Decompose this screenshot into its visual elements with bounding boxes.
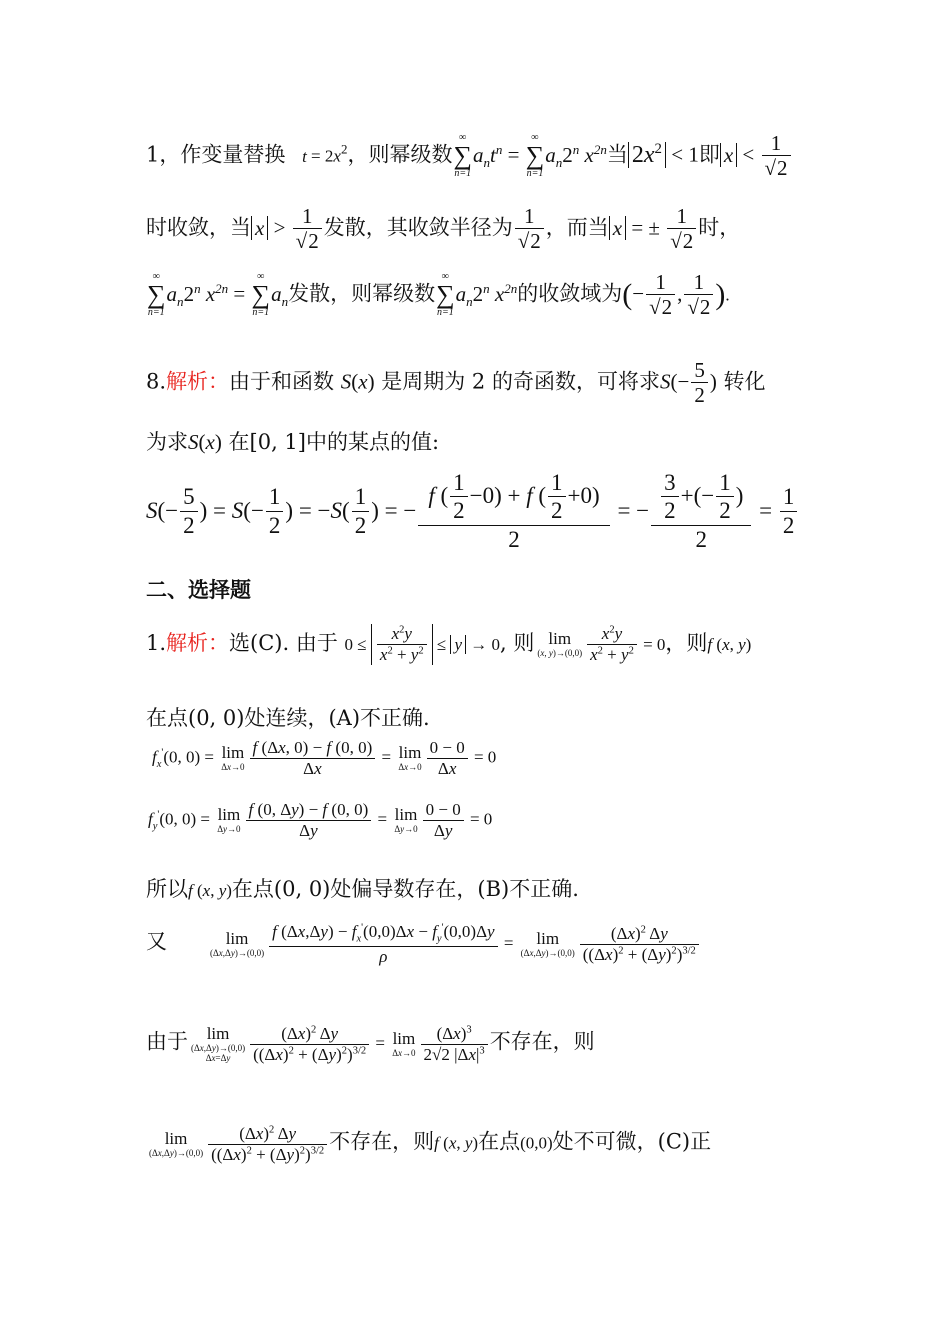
q1-line-2 <box>146 702 430 732</box>
text: 所以 <box>146 877 188 901</box>
text: 是周期为 2 的奇函数，可将求 <box>381 369 660 394</box>
fx-partial-formula: $f_x'(0$, 0) = lim Δx→0 $\frac{f (\Delta x, 0) - f (0, 0)}{\Delta x}$ = lim Δx→0 $\frac{0 - 0}{\Delta x}$ = 0 <box>152 738 497 778</box>
text: 由于和函数 <box>229 369 335 394</box>
line-3: ∞ ∑ n=1 $a_n2^n$ $x^{2n}$ = ∞ ∑ n=1 $a_n$发散，则幂级数 ∞ ∑ n=1 $a_n2^n$ $x^{2n}$的收敛域为(− $\frac{1}{√2}$ , $\frac{1}{√2}$ ). <box>147 270 730 320</box>
text: 时收敛，当 <box>146 215 251 240</box>
text: 由于 <box>146 1029 188 1054</box>
text: ，则 <box>665 630 708 655</box>
text: 发散，其收敛半径为 <box>323 215 513 240</box>
text: 在点 <box>478 1129 521 1154</box>
analysis-label: 解析： <box>166 369 230 394</box>
text: 不存在，则 <box>329 1129 435 1154</box>
text: 当 <box>606 142 628 167</box>
text: 不存在，则 <box>489 1029 595 1054</box>
last-formula: lim (Δx,Δy)→(0,0) $\frac{(\Delta x)^2 \Delta y}{((\Delta x)^2 + (\Delta y)^2)^{3/2}}$ 不存在，则f (x, y)在点(0,0)处不可微，(C)正 <box>149 1124 712 1164</box>
q1-line-1: 1.解析：选(C). 由于 0 ≤ $\frac{x^2y}{x^2 + y^2}$ ≤ y → 0, 则 lim (x, y)→(0,0) $\frac{x^2y}{x^2 + y^2}$ = 0，则f (x, y) <box>146 624 752 664</box>
text: 1，作变量替换 <box>146 142 286 167</box>
section-title <box>146 574 251 604</box>
text: 又 <box>146 929 167 954</box>
text: 即 <box>698 142 720 167</box>
text: ，而当 <box>545 215 609 240</box>
since-formula: 由于 lim (Δx,Δy)→(0,0) Δx=Δy $\frac{(\Delta x)^2 \Delta y}{((\Delta x)^2 + (\Delta y)^2)^{3/2}}$ = lim Δx→0 $\frac{(\Delta x)^3}{2√2 |\Delta x|^3}$ 不存在，则 <box>146 1024 595 1064</box>
fy-partial-formula: $f_y'(0$, 0) = lim Δy→0 $\frac{f (0, \Delta y) - f (0, 0)}{\Delta y}$ = lim Δy→0 $\frac{0 - 0}{\Delta y}$ = 0 <box>148 800 493 840</box>
q8-line-1: 8.解析：由于和函数 S(x) 是周期为 2 的奇函数，可将求S(− $\frac{5}{2}$ ) 转化 <box>146 358 766 408</box>
text: 为求 <box>146 430 188 454</box>
text: 发散，则幂级数 <box>288 281 436 306</box>
text: , 则 <box>500 630 535 655</box>
analysis-label: 解析： <box>166 630 230 655</box>
again-formula: 又 lim (Δx,Δy)→(0,0) $\frac{f (\Delta x,\Delta y) - f_x'(0,0)\Delta x - f_y'(0,0)\Delta y}{\rho}$ = lim (Δx,Δy)→(0,0) $\frac{(\Delta x)^2 \Delta y}{((\Delta x)^2 + (\Delta y)^2)^{3/2}}$ <box>146 922 701 967</box>
text: 在[0, 1]中的某点的值: <box>228 430 440 454</box>
text: 选(C). 由于 <box>229 630 338 655</box>
line-2: 时收敛，当 x > $\frac{1}{√2}$ 发散，其收敛半径为 $\frac{1}{√2}$ ，而当 x = ± $\frac{1}{√2}$ 时， <box>146 204 741 254</box>
text: ，则幂级数 <box>347 142 453 167</box>
text: 转化 <box>723 369 766 394</box>
line-1: 1，作变量替换 $t = 2x^2$，则幂级数 ∞ ∑ n=1 $a_nt^n$ = ∞ ∑ n=1 $a_n2^n$ $x^{2n}$当 $2x^2 < 1$即 x < $\frac{1}{√2}$ <box>146 131 793 181</box>
text: 二、选择题 <box>146 577 251 602</box>
q8-line-2: 为求S(x) 在[0, 1]中的某点的值: <box>146 430 440 454</box>
question-number: 1. <box>146 630 167 655</box>
partial-exist-line: 所以f (x, y)在点(0, 0)处偏导数存在，(B)不正确. <box>146 877 579 901</box>
q8-formula: S(− $\frac{5}{2}$ ) = S(− $\frac{1}{2}$ ) = −S( $\frac{1}{2}$ ) = − f ( $\frac{1}{2}$ −0) + f ( $\frac{1}{2}$ +0) 2 = − $\frac{3}{2}$ +(− $\frac{1}{2}$ ) 2 = $\frac{1}{2}$ <box>146 470 799 554</box>
text: 处不可微，(C)正 <box>552 1129 712 1154</box>
text: 的收敛域为 <box>517 281 623 306</box>
text: 在点(0, 0)处连续，(A)不正确. <box>146 706 430 730</box>
text: 在点(0, 0)处偏导数存在，(B)不正确. <box>231 877 579 901</box>
question-number: 8. <box>146 369 167 394</box>
text: 时， <box>698 215 741 240</box>
